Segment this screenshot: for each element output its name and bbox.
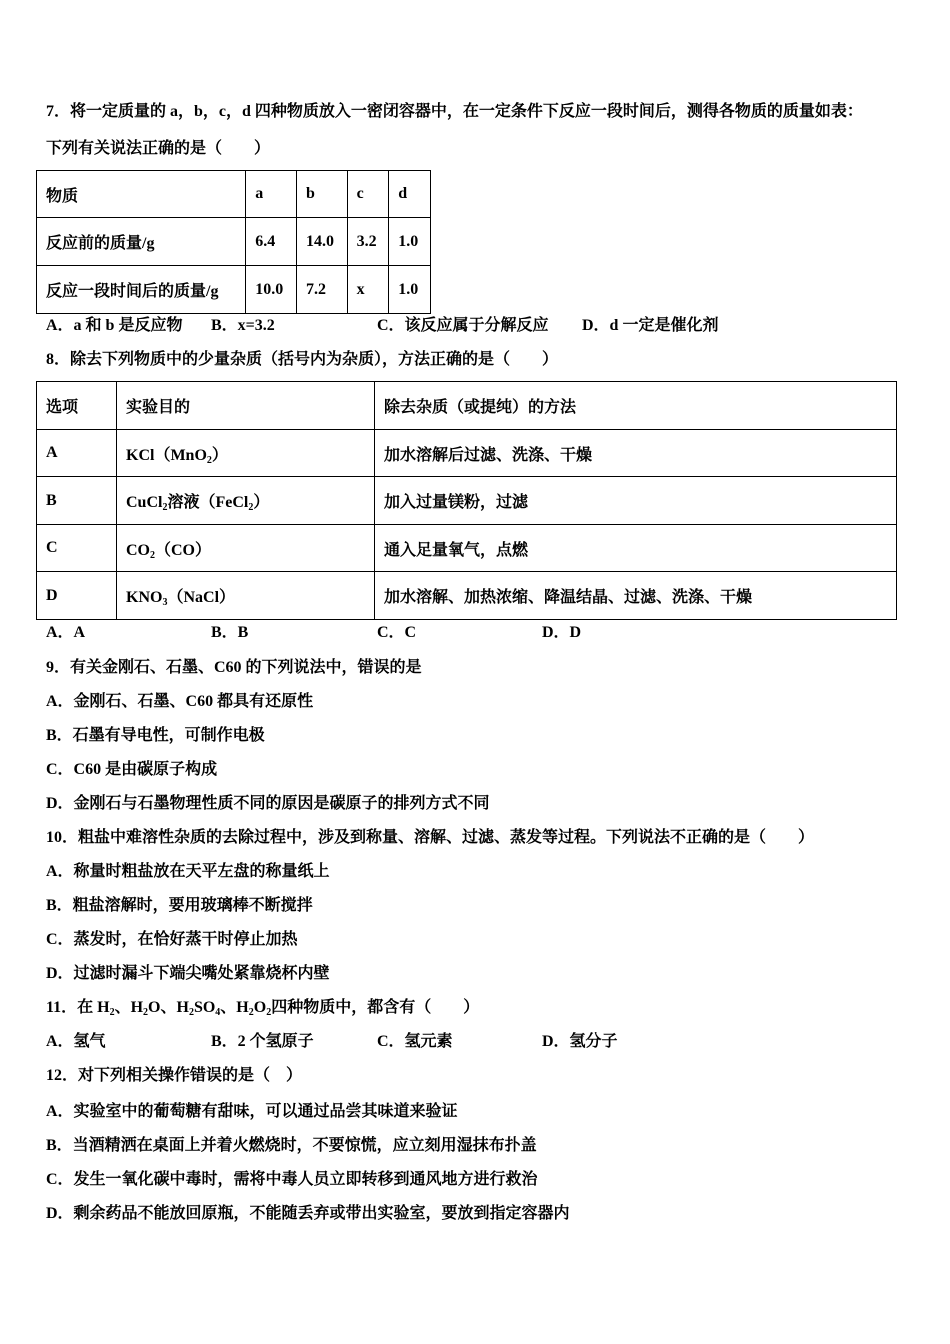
- table-cell: 10.0: [246, 266, 297, 314]
- formula-subscript: 2: [206, 454, 212, 466]
- q7-stem-line2: 下列有关说法正确的是（ ）: [46, 140, 271, 157]
- q8-option-d[interactable]: D．D: [542, 624, 582, 641]
- formula-text: （NaCl）: [167, 589, 236, 606]
- table-cell: 加水溶解、加热浓缩、降温结晶、过滤、洗涤、干燥: [375, 572, 897, 620]
- q11-option-a[interactable]: A．氢气: [46, 1033, 106, 1050]
- q10-option-a[interactable]: A．称量时粗盐放在天平左盘的称量纸上: [46, 863, 330, 880]
- q7-option-a[interactable]: A．a 和 b 是反应物: [46, 317, 183, 334]
- stem-text: SO: [193, 999, 216, 1016]
- formula-text: ）: [253, 494, 270, 511]
- table-header-cell: a: [246, 171, 297, 218]
- q11-option-d[interactable]: D．氢分子: [542, 1033, 618, 1050]
- q7-stem: 7．将一定质量的 a，b，c，d 四种物质放入一密闭容器中，在一定条件下反应一段时间后，测得各物质的质量如表：: [46, 103, 863, 120]
- table-cell: B: [37, 477, 117, 525]
- table-row: [37, 218, 431, 266]
- formula-subscript: 2: [248, 502, 254, 513]
- table-cell: C: [37, 525, 117, 572]
- q10-option-b[interactable]: B．粗盐溶解时，要用玻璃棒不断搅拌: [46, 897, 313, 914]
- formula-subscript: 2: [188, 1007, 194, 1018]
- q9-stem: 9．有关金刚石、石墨、C60 的下列说法中，错误的是: [46, 659, 422, 676]
- formula-subscript: 4: [215, 1007, 221, 1018]
- formula-subscript: 2: [266, 1007, 272, 1018]
- q8-option-b[interactable]: B．B: [211, 624, 249, 641]
- table-cell-formula: [117, 477, 375, 525]
- table-cell: 14.0: [296, 218, 347, 266]
- table-row: [37, 430, 897, 477]
- formula-text: CuCl: [126, 494, 163, 511]
- stem-text: O: [253, 999, 267, 1016]
- table-cell: 6.4: [246, 218, 297, 266]
- q9-option-c[interactable]: C．C60 是由碳原子构成: [46, 761, 218, 778]
- formula-subscript: 2: [150, 549, 155, 561]
- table-cell: 7.2: [296, 266, 347, 314]
- formula-text: ）: [211, 446, 228, 464]
- q7-option-c[interactable]: C．该反应属于分解反应: [377, 317, 549, 334]
- table-header-cell: b: [296, 171, 347, 218]
- q12-option-b[interactable]: B．当酒精洒在桌面上并着火燃烧时，不要惊慌，应立刻用湿抹布扑盖: [46, 1137, 537, 1154]
- table-row: [37, 525, 897, 572]
- table-header-cell: 除去杂质（或提纯）的方法: [375, 382, 897, 430]
- q7-mass-table: [36, 170, 431, 314]
- formula-subscript: 3: [162, 597, 168, 608]
- formula-text: 溶液（FeCl: [167, 494, 249, 511]
- table-cell: 反应一段时间后的质量/g: [37, 266, 246, 314]
- table-header-cell: d: [389, 171, 431, 218]
- table-cell: 加入过量镁粉，过滤: [375, 477, 897, 525]
- table-cell: 通入足量氧气，点燃: [375, 525, 897, 572]
- q7-option-d[interactable]: D．d 一定是催化剂: [582, 317, 719, 334]
- formula-subscript: 2: [109, 1007, 115, 1018]
- formula-text: （CO）: [155, 541, 212, 559]
- table-row: [37, 477, 897, 525]
- q10-option-d[interactable]: D．过滤时漏斗下端尖嘴处紧靠烧杯内壁: [46, 965, 330, 982]
- q9-option-d[interactable]: D．金刚石与石墨物理性质不同的原因是碳原子的排列方式不同: [46, 795, 490, 812]
- table-cell: x: [347, 266, 389, 314]
- table-cell: D: [37, 572, 117, 620]
- q10-stem: 10．粗盐中难溶性杂质的去除过程中，涉及到称量、溶解、过滤、蒸发等过程。下列说法不正确的是（ ）: [46, 829, 815, 846]
- formula-subscript: 2: [143, 1007, 149, 1018]
- table-row: [37, 572, 897, 620]
- table-cell: 3.2: [347, 218, 389, 266]
- table-cell-formula: [117, 572, 375, 620]
- formula-text: CO: [126, 541, 150, 559]
- q12-stem: 12．对下列相关操作错误的是（ ）: [46, 1067, 303, 1084]
- q7-option-b[interactable]: B．x=3.2: [211, 317, 275, 334]
- stem-text: 四种物质中，都含有（ ）: [271, 999, 480, 1016]
- formula-text: KNO: [126, 589, 163, 606]
- table-header-row: [37, 171, 431, 218]
- table-cell-formula: [117, 430, 375, 477]
- q11-option-b[interactable]: B．2 个氢原子: [211, 1033, 314, 1050]
- table-header-cell: 实验目的: [117, 382, 375, 430]
- table-cell: 加水溶解后过滤、洗涤、干燥: [375, 430, 897, 477]
- stem-text: 、H: [220, 999, 249, 1016]
- table-cell-formula: [117, 525, 375, 572]
- q12-option-a[interactable]: A．实验室中的葡萄糖有甜味，可以通过品尝其味道来验证: [46, 1103, 458, 1120]
- q8-method-table: [36, 381, 897, 620]
- stem-text: 、H: [114, 999, 144, 1016]
- table-header-cell: c: [347, 171, 389, 218]
- q10-option-c[interactable]: C．蒸发时，在恰好蒸干时停止加热: [46, 931, 298, 948]
- q11-stem: [46, 997, 479, 1019]
- stem-text: O、H: [148, 999, 189, 1016]
- formula-text: KCl（MnO: [126, 446, 207, 464]
- table-header-cell: 物质: [37, 171, 246, 218]
- q8-option-a[interactable]: A．A: [46, 624, 86, 641]
- table-header-cell: 选项: [37, 382, 117, 430]
- formula-subscript: 2: [162, 502, 168, 513]
- stem-text: 11．在 H: [46, 999, 110, 1016]
- q8-stem: 8．除去下列物质中的少量杂质（括号内为杂质），方法正确的是（ ）: [46, 351, 559, 368]
- table-row: [37, 266, 431, 314]
- table-cell: 反应前的质量/g: [37, 218, 246, 266]
- table-header-row: [37, 382, 897, 430]
- q12-option-d[interactable]: D．剩余药品不能放回原瓶，不能随丢弃或带出实验室，要放到指定容器内: [46, 1205, 570, 1222]
- q9-option-a[interactable]: A．金刚石、石墨、C60 都具有还原性: [46, 693, 314, 710]
- table-cell: 1.0: [389, 218, 431, 266]
- formula-subscript: 2: [248, 1007, 254, 1018]
- table-cell: 1.0: [389, 266, 431, 314]
- q8-option-c[interactable]: C．C: [377, 624, 417, 641]
- q11-option-c[interactable]: C．氢元素: [377, 1033, 453, 1050]
- q12-option-c[interactable]: C．发生一氧化碳中毒时，需将中毒人员立即转移到通风地方进行救治: [46, 1171, 538, 1188]
- table-cell: A: [37, 430, 117, 477]
- q9-option-b[interactable]: B．石墨有导电性，可制作电极: [46, 727, 265, 744]
